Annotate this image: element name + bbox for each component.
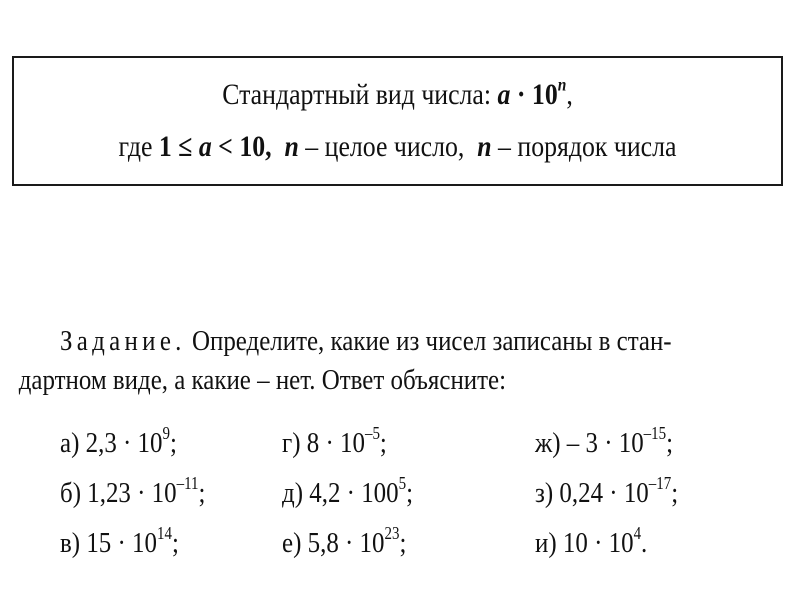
- exercise-exponent: 5: [398, 472, 407, 493]
- exercise-letter: д): [282, 477, 304, 509]
- definition-line-1: [68, 74, 728, 112]
- exercise-letter: а): [60, 427, 80, 459]
- task-paragraph: [18, 322, 714, 400]
- exercise-item: [60, 522, 179, 560]
- definition-comma: ,: [566, 78, 573, 111]
- exercise-end: .: [641, 527, 648, 559]
- exercise-item: [60, 472, 206, 510]
- definition-order-text: – порядок числа: [498, 130, 677, 163]
- exercise-base: 8 · 10: [306, 427, 365, 459]
- exercise-letter: б): [60, 477, 82, 509]
- exercise-letter: в): [60, 527, 81, 559]
- exercise-exponent: –15: [643, 422, 667, 443]
- exercise-exponent: –5: [364, 422, 380, 443]
- exercise-end: ;: [666, 427, 674, 459]
- definition-condition-lower: 1 ≤: [158, 130, 193, 163]
- definition-condition-variable: a: [198, 130, 212, 163]
- exercise-end: ;: [379, 427, 387, 459]
- definition-prefix: Стандартный вид числа:: [222, 78, 492, 111]
- task-line-2: [19, 361, 714, 400]
- exercise-base: 15 · 10: [86, 527, 157, 559]
- task-text-2: дартном виде, а какие – нет. Ответ объясните:: [18, 364, 507, 396]
- exercise-exponent: –17: [648, 472, 672, 493]
- exercise-list: [60, 422, 800, 566]
- task-label: Задание.: [60, 325, 186, 357]
- exercise-base: 4,2 · 100: [309, 477, 399, 509]
- exercise-end: ;: [198, 477, 206, 509]
- definition-exponent: n: [557, 74, 567, 95]
- task-text-1: Определите, какие из чисел записаны в стан-: [191, 325, 672, 357]
- exercise-end: ;: [171, 527, 179, 559]
- exercise-end: ;: [169, 427, 177, 459]
- exercise-item: [282, 472, 414, 510]
- exercise-letter: г): [282, 427, 301, 459]
- exercise-exponent: 23: [384, 522, 400, 543]
- exercise-letter: з): [535, 477, 554, 509]
- definition-n-variable-2: n: [477, 130, 492, 163]
- exercise-letter: и): [535, 527, 557, 559]
- definition-integer-text: – целое число,: [305, 130, 465, 163]
- definition-n-variable-1: n: [284, 130, 299, 163]
- exercise-base: – 3 · 10: [566, 427, 644, 459]
- exercise-end: ;: [399, 527, 407, 559]
- exercise-exponent: 14: [156, 522, 172, 543]
- exercise-item: [60, 422, 177, 460]
- definition-line-2: [68, 130, 728, 164]
- exercise-exponent: 4: [633, 522, 642, 543]
- definition-condition-upper: < 10,: [218, 130, 272, 163]
- exercise-base: 0,24 · 10: [559, 477, 649, 509]
- definition-multiply-dot: ·: [516, 78, 526, 111]
- exercise-letter: е): [282, 527, 302, 559]
- exercise-exponent: 9: [162, 422, 170, 443]
- definition-box: [12, 56, 783, 186]
- exercise-item: [535, 422, 674, 460]
- exercise-item: [535, 522, 648, 560]
- exercise-base: 2,3 · 10: [85, 427, 163, 459]
- exercise-item: [282, 422, 387, 460]
- exercise-base: 1,23 · 10: [87, 477, 177, 509]
- definition-where: где: [118, 130, 153, 163]
- exercise-item: [535, 472, 679, 510]
- exercise-letter: ж): [535, 427, 561, 459]
- definition-mantissa-variable: a: [497, 78, 511, 111]
- exercise-base: 5,8 · 10: [307, 527, 385, 559]
- task-line-1: [60, 322, 714, 361]
- exercise-end: ;: [671, 477, 679, 509]
- exercise-base: 10 · 10: [562, 527, 634, 559]
- exercise-exponent: –11: [176, 472, 199, 493]
- exercise-end: ;: [406, 477, 414, 509]
- definition-base-ten: 10: [531, 78, 558, 111]
- exercise-item: [282, 522, 407, 560]
